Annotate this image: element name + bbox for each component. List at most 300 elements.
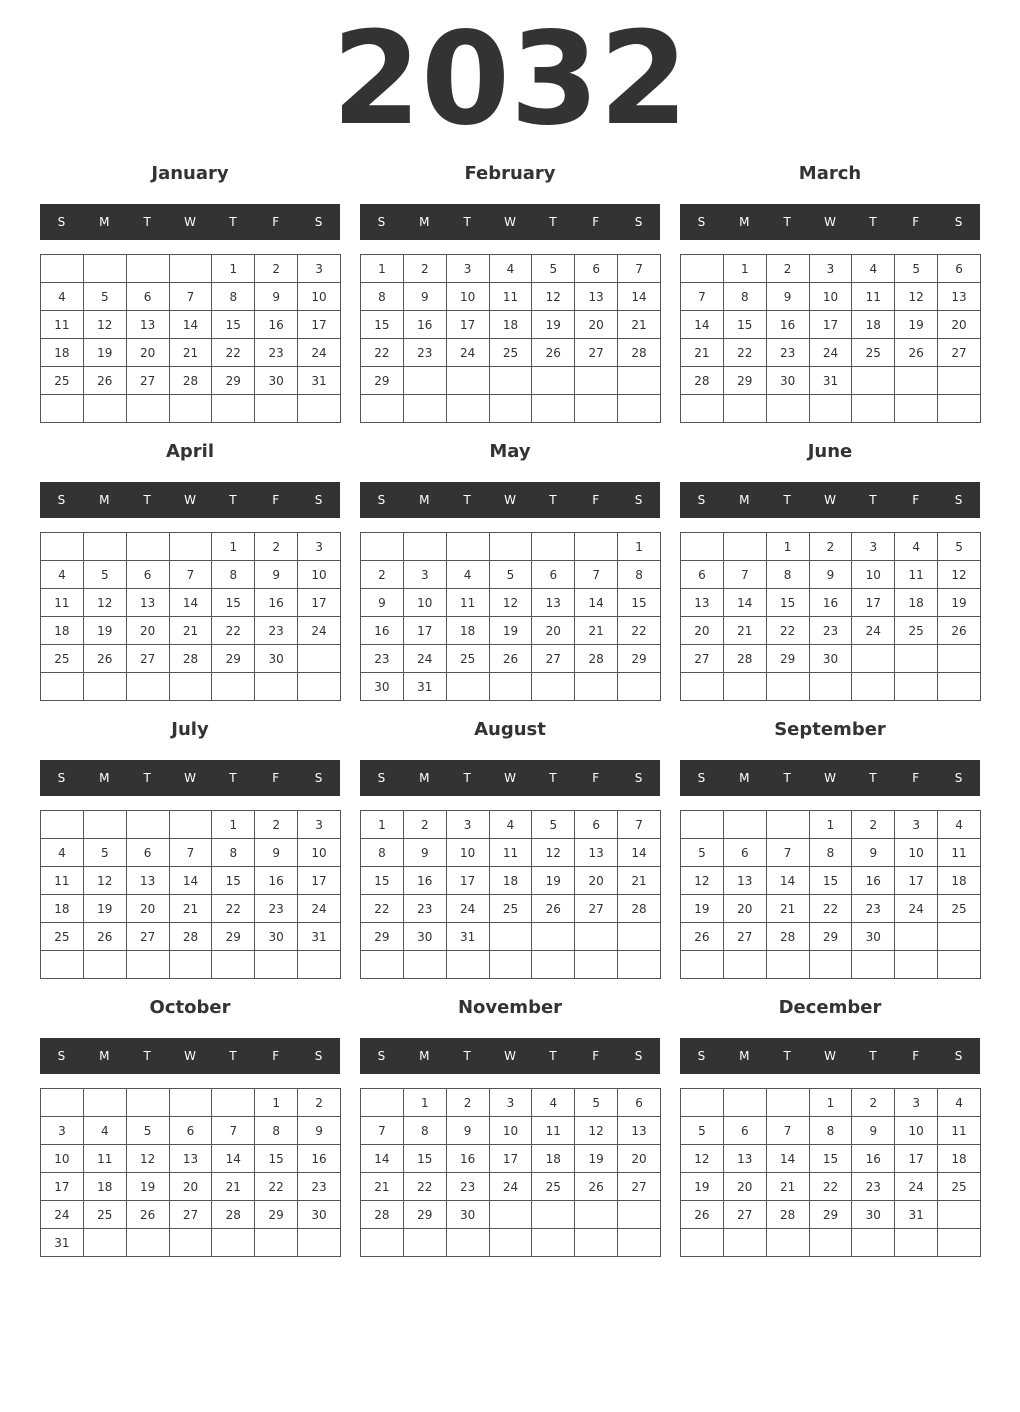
weekday-label: T xyxy=(229,215,237,229)
month-name: March xyxy=(798,163,862,184)
day-cell: 1 xyxy=(212,811,255,839)
empty-day-cell xyxy=(41,673,84,701)
weekday-label: T xyxy=(783,215,791,229)
empty-day-cell xyxy=(938,673,981,701)
empty-day-cell xyxy=(126,1089,169,1117)
day-cell: 23 xyxy=(446,1173,489,1201)
day-cell: 8 xyxy=(809,1117,852,1145)
week-row xyxy=(361,1117,661,1145)
day-cell: 19 xyxy=(83,895,126,923)
day-cell: 15 xyxy=(809,867,852,895)
day-cell: 9 xyxy=(852,839,895,867)
day-cell: 4 xyxy=(938,1089,981,1117)
day-grid xyxy=(680,810,981,979)
week-row xyxy=(681,1089,981,1117)
weekday-label: F xyxy=(272,1049,280,1063)
week-row xyxy=(361,1201,661,1229)
empty-day-cell xyxy=(83,1229,126,1257)
weekday-label: T xyxy=(463,215,471,229)
day-cell: 31 xyxy=(298,923,341,951)
week-row xyxy=(361,645,661,673)
empty-day-cell xyxy=(41,255,84,283)
day-cell: 4 xyxy=(895,533,938,561)
day-cell: 7 xyxy=(618,811,661,839)
day-cell: 24 xyxy=(489,1173,532,1201)
day-cell: 24 xyxy=(41,1201,84,1229)
day-cell: 17 xyxy=(298,311,341,339)
day-grid xyxy=(680,532,981,701)
day-cell: 10 xyxy=(446,839,489,867)
day-cell: 28 xyxy=(618,895,661,923)
weekday-header xyxy=(680,482,980,518)
weekday-label: S xyxy=(954,493,963,507)
weekday-label: F xyxy=(912,1049,920,1063)
day-cell: 1 xyxy=(809,811,852,839)
day-cell: 10 xyxy=(298,839,341,867)
empty-day-cell xyxy=(938,1201,981,1229)
month-name: April xyxy=(165,441,215,462)
day-cell: 26 xyxy=(938,617,981,645)
week-row xyxy=(681,561,981,589)
day-grid xyxy=(360,532,661,701)
weekday-label: T xyxy=(463,771,471,785)
empty-day-cell xyxy=(723,811,766,839)
weekday-label: T xyxy=(229,1049,237,1063)
day-cell: 12 xyxy=(895,283,938,311)
day-cell: 23 xyxy=(852,895,895,923)
weekday-label: W xyxy=(184,493,196,507)
day-cell: 3 xyxy=(446,811,489,839)
day-cell: 21 xyxy=(361,1173,404,1201)
weekday-label: W xyxy=(824,1049,836,1063)
week-row xyxy=(361,1145,661,1173)
week-row xyxy=(361,951,661,979)
day-cell: 13 xyxy=(126,311,169,339)
day-cell: 20 xyxy=(575,311,618,339)
day-cell: 2 xyxy=(766,255,809,283)
day-cell: 19 xyxy=(83,617,126,645)
day-cell: 25 xyxy=(41,367,84,395)
day-cell: 7 xyxy=(361,1117,404,1145)
week-row xyxy=(361,839,661,867)
day-cell: 22 xyxy=(403,1173,446,1201)
day-cell: 24 xyxy=(446,339,489,367)
day-cell: 26 xyxy=(681,923,724,951)
month-name: February xyxy=(464,163,556,184)
week-row xyxy=(361,395,661,423)
empty-day-cell xyxy=(723,673,766,701)
weekday-label: T xyxy=(783,771,791,785)
day-cell: 12 xyxy=(532,283,575,311)
day-cell: 14 xyxy=(681,311,724,339)
day-cell: 21 xyxy=(169,895,212,923)
month-name: July xyxy=(171,719,209,740)
weekday-label: S xyxy=(954,771,963,785)
day-cell: 3 xyxy=(41,1117,84,1145)
empty-day-cell xyxy=(723,1229,766,1257)
day-cell: 16 xyxy=(852,867,895,895)
week-row xyxy=(361,367,661,395)
empty-day-cell xyxy=(681,1089,724,1117)
day-cell: 14 xyxy=(169,589,212,617)
day-cell: 5 xyxy=(126,1117,169,1145)
empty-day-cell xyxy=(575,1229,618,1257)
weekday-label: W xyxy=(504,215,516,229)
day-cell: 20 xyxy=(723,1173,766,1201)
day-cell: 30 xyxy=(255,645,298,673)
day-cell: 18 xyxy=(41,339,84,367)
week-row xyxy=(41,589,341,617)
empty-day-cell xyxy=(212,1089,255,1117)
day-cell: 13 xyxy=(681,589,724,617)
weekday-label: T xyxy=(869,215,877,229)
day-cell: 19 xyxy=(532,311,575,339)
empty-day-cell xyxy=(83,395,126,423)
weekday-label: S xyxy=(314,1049,323,1063)
day-cell: 7 xyxy=(212,1117,255,1145)
weekday-label: T xyxy=(549,215,557,229)
empty-day-cell xyxy=(532,1201,575,1229)
day-cell: 5 xyxy=(83,839,126,867)
day-cell: 16 xyxy=(766,311,809,339)
day-cell: 17 xyxy=(809,311,852,339)
day-cell: 7 xyxy=(169,283,212,311)
empty-day-cell xyxy=(575,533,618,561)
day-cell: 30 xyxy=(852,1201,895,1229)
empty-day-cell xyxy=(766,1089,809,1117)
day-cell: 30 xyxy=(255,367,298,395)
day-cell: 27 xyxy=(723,1201,766,1229)
week-row xyxy=(41,1145,341,1173)
day-cell: 26 xyxy=(575,1173,618,1201)
day-cell: 17 xyxy=(446,867,489,895)
day-cell: 2 xyxy=(852,811,895,839)
day-cell: 5 xyxy=(938,533,981,561)
week-row xyxy=(41,1089,341,1117)
day-cell: 28 xyxy=(169,367,212,395)
day-cell: 15 xyxy=(361,867,404,895)
weekday-label: S xyxy=(377,493,386,507)
day-cell: 11 xyxy=(41,589,84,617)
day-cell: 5 xyxy=(575,1089,618,1117)
week-row xyxy=(681,811,981,839)
day-cell: 7 xyxy=(723,561,766,589)
day-cell: 17 xyxy=(895,1145,938,1173)
empty-day-cell xyxy=(809,951,852,979)
day-cell: 30 xyxy=(298,1201,341,1229)
day-cell: 9 xyxy=(403,283,446,311)
weekday-label: T xyxy=(549,493,557,507)
month-name: August xyxy=(474,719,546,740)
day-cell: 6 xyxy=(126,561,169,589)
empty-day-cell xyxy=(489,533,532,561)
day-cell: 16 xyxy=(255,867,298,895)
month-name: October xyxy=(149,997,231,1018)
day-grid xyxy=(40,532,341,701)
week-row xyxy=(41,311,341,339)
weekday-label: F xyxy=(272,771,280,785)
weekday-label: S xyxy=(954,215,963,229)
day-cell: 21 xyxy=(723,617,766,645)
weekday-label: T xyxy=(463,1049,471,1063)
day-cell: 11 xyxy=(41,311,84,339)
day-cell: 14 xyxy=(766,1145,809,1173)
day-cell: 8 xyxy=(809,839,852,867)
day-cell: 27 xyxy=(681,645,724,673)
day-cell: 15 xyxy=(212,311,255,339)
empty-day-cell xyxy=(618,395,661,423)
week-row xyxy=(41,923,341,951)
week-row xyxy=(361,533,661,561)
empty-day-cell xyxy=(361,1229,404,1257)
day-cell: 9 xyxy=(361,589,404,617)
day-cell: 31 xyxy=(41,1229,84,1257)
day-cell: 18 xyxy=(41,617,84,645)
week-row xyxy=(681,395,981,423)
day-cell: 11 xyxy=(489,839,532,867)
day-cell: 21 xyxy=(575,617,618,645)
day-cell: 31 xyxy=(403,673,446,701)
day-grid xyxy=(680,1088,981,1257)
day-cell: 19 xyxy=(895,311,938,339)
day-cell: 19 xyxy=(681,1173,724,1201)
day-cell: 23 xyxy=(255,895,298,923)
weekday-header xyxy=(40,760,340,796)
day-cell: 26 xyxy=(532,895,575,923)
empty-day-cell xyxy=(618,1201,661,1229)
empty-day-cell xyxy=(298,1229,341,1257)
weekday-header xyxy=(360,482,660,518)
day-cell: 17 xyxy=(298,867,341,895)
weekday-label: S xyxy=(57,771,66,785)
day-cell: 21 xyxy=(766,1173,809,1201)
day-cell: 6 xyxy=(126,839,169,867)
empty-day-cell xyxy=(126,673,169,701)
week-row xyxy=(41,1201,341,1229)
day-cell: 29 xyxy=(723,367,766,395)
empty-day-cell xyxy=(575,367,618,395)
day-cell: 6 xyxy=(618,1089,661,1117)
empty-day-cell xyxy=(41,533,84,561)
day-cell: 24 xyxy=(895,1173,938,1201)
weekday-label: T xyxy=(549,1049,557,1063)
day-cell: 31 xyxy=(809,367,852,395)
day-cell: 28 xyxy=(169,645,212,673)
day-cell: 26 xyxy=(681,1201,724,1229)
empty-day-cell xyxy=(169,1089,212,1117)
day-cell: 22 xyxy=(255,1173,298,1201)
empty-day-cell xyxy=(298,645,341,673)
day-cell: 9 xyxy=(255,839,298,867)
weekday-label: F xyxy=(592,215,600,229)
day-cell: 1 xyxy=(361,811,404,839)
day-cell: 9 xyxy=(255,561,298,589)
week-row xyxy=(361,895,661,923)
weekday-label: F xyxy=(592,493,600,507)
day-cell: 5 xyxy=(532,811,575,839)
week-row xyxy=(681,533,981,561)
day-grid xyxy=(360,810,661,979)
day-cell: 11 xyxy=(41,867,84,895)
day-cell: 10 xyxy=(895,839,938,867)
weekday-label: T xyxy=(143,493,151,507)
day-cell: 7 xyxy=(766,1117,809,1145)
week-row xyxy=(361,867,661,895)
day-cell: 25 xyxy=(852,339,895,367)
weekday-label: T xyxy=(549,771,557,785)
day-cell: 4 xyxy=(489,811,532,839)
weekday-label: T xyxy=(143,1049,151,1063)
empty-day-cell xyxy=(403,533,446,561)
weekday-header xyxy=(360,1038,660,1074)
day-cell: 3 xyxy=(298,533,341,561)
day-cell: 17 xyxy=(852,589,895,617)
week-row xyxy=(41,533,341,561)
day-cell: 12 xyxy=(83,311,126,339)
week-row xyxy=(681,895,981,923)
week-row xyxy=(41,617,341,645)
weekday-label: S xyxy=(57,1049,66,1063)
day-cell: 29 xyxy=(361,367,404,395)
day-grid xyxy=(40,254,341,423)
day-cell: 16 xyxy=(446,1145,489,1173)
day-cell: 22 xyxy=(212,617,255,645)
day-cell: 16 xyxy=(255,311,298,339)
weekday-label: M xyxy=(739,771,750,785)
day-cell: 29 xyxy=(212,367,255,395)
day-cell: 8 xyxy=(361,839,404,867)
empty-day-cell xyxy=(532,923,575,951)
day-cell: 19 xyxy=(681,895,724,923)
weekday-label: S xyxy=(314,493,323,507)
empty-day-cell xyxy=(532,951,575,979)
day-cell: 26 xyxy=(83,645,126,673)
day-cell: 5 xyxy=(83,561,126,589)
week-row xyxy=(41,1229,341,1257)
day-cell: 23 xyxy=(852,1173,895,1201)
empty-day-cell xyxy=(169,255,212,283)
day-cell: 15 xyxy=(723,311,766,339)
weekday-label: M xyxy=(99,771,110,785)
week-row xyxy=(681,1229,981,1257)
day-cell: 8 xyxy=(618,561,661,589)
weekday-label: S xyxy=(634,215,643,229)
weekday-label: T xyxy=(229,771,237,785)
empty-day-cell xyxy=(489,1229,532,1257)
day-cell: 16 xyxy=(255,589,298,617)
week-row xyxy=(681,255,981,283)
week-row xyxy=(361,561,661,589)
empty-day-cell xyxy=(809,395,852,423)
day-cell: 29 xyxy=(403,1201,446,1229)
day-cell: 2 xyxy=(255,255,298,283)
day-cell: 28 xyxy=(766,923,809,951)
empty-day-cell xyxy=(83,811,126,839)
day-cell: 27 xyxy=(126,923,169,951)
day-cell: 25 xyxy=(446,645,489,673)
empty-day-cell xyxy=(126,1229,169,1257)
day-cell: 16 xyxy=(809,589,852,617)
week-row xyxy=(681,283,981,311)
empty-day-cell xyxy=(446,1229,489,1257)
day-cell: 4 xyxy=(938,811,981,839)
day-cell: 31 xyxy=(895,1201,938,1229)
weekday-label: S xyxy=(57,215,66,229)
day-cell: 13 xyxy=(126,589,169,617)
day-cell: 29 xyxy=(212,923,255,951)
day-cell: 21 xyxy=(169,339,212,367)
day-cell: 14 xyxy=(361,1145,404,1173)
day-cell: 22 xyxy=(212,339,255,367)
day-cell: 26 xyxy=(532,339,575,367)
day-cell: 10 xyxy=(298,283,341,311)
day-cell: 16 xyxy=(403,867,446,895)
day-cell: 27 xyxy=(575,339,618,367)
empty-day-cell xyxy=(169,673,212,701)
day-cell: 18 xyxy=(489,867,532,895)
empty-day-cell xyxy=(809,1229,852,1257)
day-cell: 7 xyxy=(618,255,661,283)
empty-day-cell xyxy=(169,1229,212,1257)
day-cell: 22 xyxy=(212,895,255,923)
day-cell: 3 xyxy=(852,533,895,561)
day-grid xyxy=(360,1088,661,1257)
day-cell: 1 xyxy=(255,1089,298,1117)
day-cell: 3 xyxy=(895,1089,938,1117)
day-cell: 31 xyxy=(298,367,341,395)
empty-day-cell xyxy=(532,533,575,561)
weekday-header xyxy=(40,1038,340,1074)
empty-day-cell xyxy=(41,811,84,839)
day-cell: 5 xyxy=(895,255,938,283)
day-cell: 28 xyxy=(575,645,618,673)
day-cell: 20 xyxy=(126,895,169,923)
day-cell: 7 xyxy=(575,561,618,589)
weekday-label: S xyxy=(314,215,323,229)
day-cell: 8 xyxy=(403,1117,446,1145)
empty-day-cell xyxy=(618,923,661,951)
day-grid xyxy=(40,1088,341,1257)
day-cell: 18 xyxy=(489,311,532,339)
week-row xyxy=(41,561,341,589)
day-cell: 20 xyxy=(126,339,169,367)
weekday-label: S xyxy=(634,771,643,785)
day-cell: 24 xyxy=(852,617,895,645)
day-cell: 6 xyxy=(938,255,981,283)
week-row xyxy=(361,589,661,617)
day-cell: 6 xyxy=(575,811,618,839)
weekday-label: T xyxy=(869,771,877,785)
day-cell: 27 xyxy=(532,645,575,673)
day-cell: 21 xyxy=(618,311,661,339)
day-cell: 9 xyxy=(809,561,852,589)
day-cell: 28 xyxy=(618,339,661,367)
empty-day-cell xyxy=(575,923,618,951)
weekday-header xyxy=(40,482,340,518)
empty-day-cell xyxy=(681,951,724,979)
day-cell: 4 xyxy=(83,1117,126,1145)
day-cell: 2 xyxy=(298,1089,341,1117)
day-cell: 2 xyxy=(361,561,404,589)
day-cell: 20 xyxy=(618,1145,661,1173)
empty-day-cell xyxy=(575,1201,618,1229)
empty-day-cell xyxy=(766,951,809,979)
empty-day-cell xyxy=(361,395,404,423)
empty-day-cell xyxy=(575,395,618,423)
empty-day-cell xyxy=(169,811,212,839)
day-cell: 28 xyxy=(766,1201,809,1229)
week-row xyxy=(681,311,981,339)
